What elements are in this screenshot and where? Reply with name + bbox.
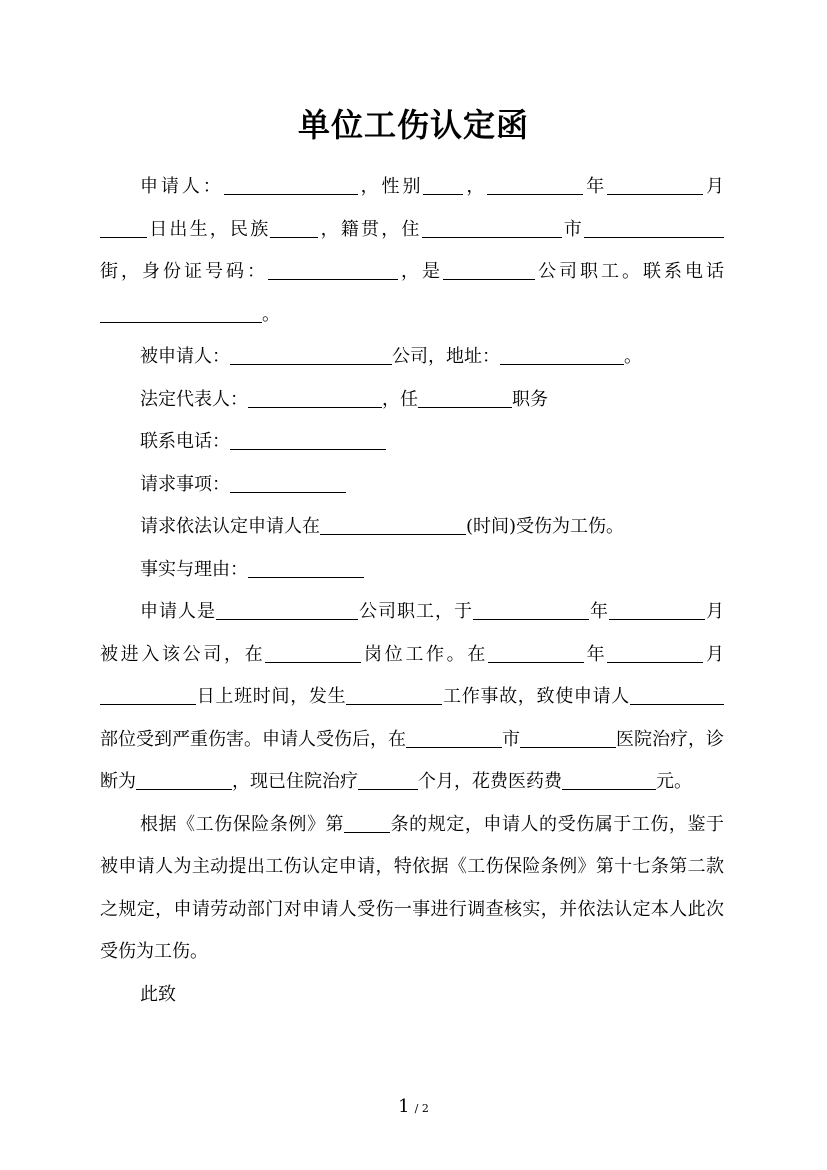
- accident-month-blank: [607, 642, 703, 663]
- text: 公司职工，于: [358, 601, 473, 622]
- text: 请求依法认定申请人在: [140, 516, 320, 537]
- request-items-blank: [230, 472, 346, 493]
- text: 此致: [140, 983, 176, 1005]
- accident-day-blank: [100, 684, 196, 705]
- representative-blank: [248, 387, 382, 408]
- request-paragraph: [100, 506, 724, 549]
- text: 事实与理由：: [140, 558, 248, 580]
- text: 条的规定，申请人的受伤属于工伤，鉴于被申请人为主动提出工伤认定申请，特依据《工伤保险条例》第十七条第二款之规定，申请劳动部门对申请人受伤一事进行调查核实，并依法认定本人此次受伤为工伤。: [100, 813, 725, 962]
- document-body: [100, 166, 724, 1016]
- text: 元。: [656, 771, 692, 792]
- text: 被申请人：: [140, 346, 230, 367]
- body-part-blank: [630, 684, 724, 705]
- page-number: [0, 1096, 827, 1117]
- text: 医院治疗，诊断为: [100, 728, 724, 792]
- text: 街，身份证号码：: [100, 261, 268, 282]
- facts-heading-paragraph: [100, 549, 724, 592]
- join-month-blank: [609, 599, 705, 620]
- text: 法定代表人：: [140, 388, 248, 410]
- request-items-paragraph: [100, 464, 724, 507]
- hospital-blank: [520, 727, 616, 748]
- total-pages: / 2: [414, 1102, 429, 1115]
- street-blank: [584, 217, 724, 238]
- applicant-info-paragraph: [100, 166, 724, 336]
- text: 根据《工伤保险条例》第: [140, 813, 345, 835]
- contact-phone-blank: [230, 429, 386, 450]
- city-blank: [422, 217, 562, 238]
- respondent-company-blank: [230, 344, 392, 365]
- accident-year-blank: [488, 642, 584, 663]
- birth-year-blank: [487, 174, 583, 195]
- legal-basis-paragraph: [100, 804, 724, 974]
- legal-representative-paragraph: [100, 379, 724, 422]
- time-blank: [320, 514, 466, 535]
- text: 月: [703, 643, 725, 665]
- text: 申请人：: [140, 176, 224, 197]
- text: 日出生，民族: [147, 218, 271, 240]
- text: 月: [703, 176, 725, 197]
- text: 市: [502, 728, 520, 750]
- text: 联系电话：: [140, 431, 230, 452]
- text: 个月，花费医药费: [418, 771, 562, 792]
- hospital-city-blank: [406, 727, 502, 748]
- employer-blank: [216, 599, 358, 620]
- id-number-blank: [268, 259, 398, 280]
- text: 。: [262, 303, 280, 325]
- text: ，性别: [357, 176, 424, 197]
- contact-phone-paragraph: [100, 421, 724, 464]
- medical-cost-blank: [562, 769, 656, 790]
- closing-paragraph: [100, 974, 724, 1017]
- article-number-blank: [344, 812, 390, 833]
- text: 月被进入该公司，在: [100, 601, 724, 665]
- phone-blank: [100, 302, 262, 323]
- text: 公司职工。联系电话: [535, 261, 724, 282]
- diagnosis-blank: [136, 769, 232, 790]
- text: 申请人是: [140, 601, 216, 622]
- text: 年: [589, 601, 609, 622]
- document-title: 单位工伤认定函: [297, 106, 529, 144]
- current-page-number: 1: [398, 1096, 410, 1117]
- ethnicity-blank: [270, 217, 318, 238]
- join-year-blank: [473, 599, 589, 620]
- text: 市: [561, 218, 585, 240]
- text: 请求事项：: [140, 473, 230, 495]
- text: 岗位工作。在: [361, 643, 489, 665]
- accident-type-blank: [346, 684, 442, 705]
- text: 部位受到严重伤害。申请人受伤后，在: [100, 728, 406, 750]
- text: ，籍贯，住: [318, 218, 422, 240]
- text: ，是: [398, 261, 443, 282]
- address-blank: [500, 344, 624, 365]
- position-blank: [418, 387, 512, 408]
- gender-blank: [423, 174, 463, 195]
- job-position-blank: [265, 642, 361, 663]
- birth-month-blank: [607, 174, 703, 195]
- text: ，任: [382, 388, 418, 410]
- text: 年: [584, 643, 608, 665]
- birth-day-blank: [100, 217, 147, 238]
- text: (时间)受伤为工伤。: [466, 516, 625, 537]
- text: ，: [463, 176, 488, 197]
- facts-blank: [248, 557, 364, 578]
- company-blank: [443, 259, 535, 280]
- name-blank: [224, 174, 358, 195]
- text: 。: [624, 346, 642, 367]
- text: 日上班时间，发生: [196, 686, 347, 707]
- text: 职务: [512, 388, 548, 410]
- text: 年: [583, 176, 608, 197]
- text: 公司，地址：: [392, 346, 500, 367]
- months-blank: [358, 769, 418, 790]
- facts-paragraph: [100, 591, 724, 804]
- respondent-paragraph: [100, 336, 724, 379]
- text: ，现已住院治疗: [232, 771, 358, 792]
- text: 工作事故，致使申请人: [442, 686, 631, 707]
